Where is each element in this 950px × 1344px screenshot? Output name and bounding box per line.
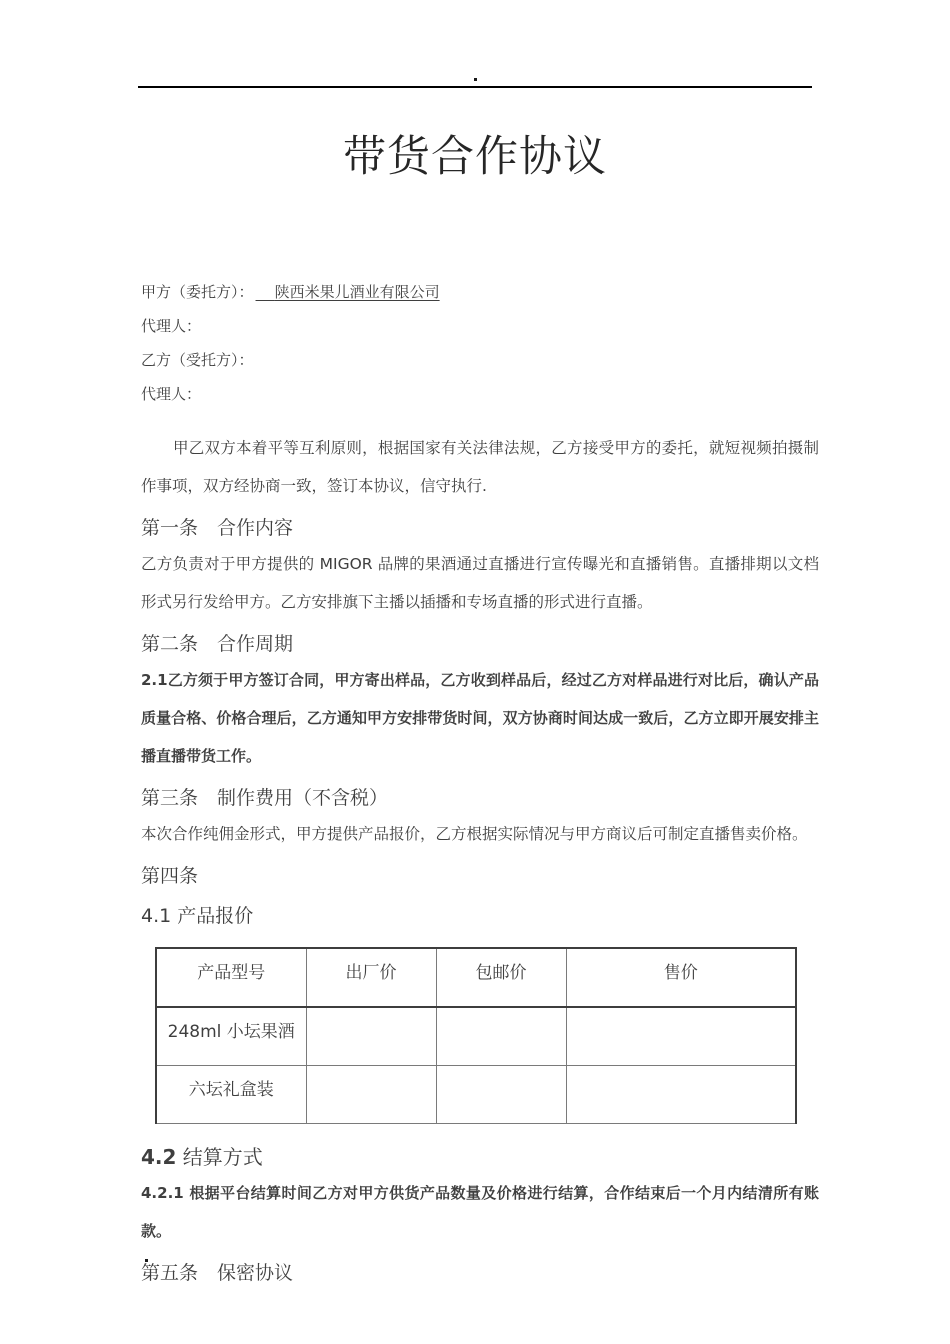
table-cell-model: 六坛礼盒装 — [156, 1066, 306, 1124]
table-cell-factory-price[interactable] — [306, 1066, 436, 1124]
subsection-heading-41 — [141, 899, 819, 933]
clause-21-text: 乙方须于甲方签订合同，甲方寄出样品，乙方收到样品后，经过乙方对样品进行对比后，确认产品质量合格、价格合理后，乙方通知甲方安排带货时间，双方协商时间达成一致后，乙方立即开展安排主播直播带货工作。 — [141, 671, 819, 765]
section-heading-5: 第五条 保密协议 — [141, 1262, 294, 1284]
table-header-retail-price: 售价 — [566, 948, 796, 1007]
subsection-number-42: 4.2 — [141, 1145, 177, 1169]
table-cell-shipping-price[interactable] — [436, 1066, 566, 1124]
table-cell-retail-price[interactable] — [566, 1066, 796, 1124]
page-title: 带货合作协议 — [343, 132, 607, 182]
table-header-model: 产品型号 — [156, 948, 306, 1007]
table-header-shipping-price: 包邮价 — [436, 948, 566, 1007]
section-2-clause-21 — [141, 661, 819, 775]
table-cell-factory-price[interactable] — [306, 1007, 436, 1066]
header-dot-mark — [474, 78, 477, 81]
table-row — [156, 1066, 796, 1124]
subsection-heading-42 — [141, 1140, 819, 1174]
preamble-paragraph: 甲乙双方本着平等互利原则，根据国家有关法律法规，乙方接受甲方的委托，就短视频拍摄制作事项，双方经协商一致，签订本协议，信守执行. — [141, 439, 819, 495]
party-line-a-agent — [141, 309, 819, 343]
table-cell-shipping-price[interactable] — [436, 1007, 566, 1066]
table-row — [156, 1007, 796, 1066]
document-body — [141, 275, 819, 1290]
party-a-company-name: 陕西米果儿酒业有限公司 — [274, 283, 440, 301]
table-cell-model: 248ml 小坛果酒 — [156, 1007, 306, 1066]
party-label-a-agent: 代理人： — [141, 317, 202, 335]
party-line-b — [141, 343, 819, 377]
section-heading-4: 第四条 — [141, 865, 199, 887]
section-3-body: 本次合作纯佣金形式，甲方提供产品报价，乙方根据实际情况与甲方商议后可制定直播售卖价格。 — [141, 825, 808, 843]
clause-number-421: 4.2.1 — [141, 1184, 184, 1202]
header-horizontal-rule — [138, 86, 812, 88]
subsection-title-41: 产品报价 — [177, 905, 254, 927]
party-value-a — [254, 283, 440, 301]
footer-dot-mark — [145, 1259, 148, 1262]
product-price-table — [155, 947, 797, 1124]
table-header-row — [156, 948, 796, 1007]
clause-421-text: 根据平台结算时间乙方对甲方供货产品数量及价格进行结算，合作结束后一个月内结清所有账款。 — [141, 1184, 819, 1240]
page-header — [0, 0, 950, 95]
clause-number-21: 2.1 — [141, 671, 168, 689]
party-label-b-agent: 代理人： — [141, 385, 202, 403]
subsection-number-41: 4.1 — [141, 905, 172, 927]
party-line-a — [141, 275, 819, 309]
clause-421 — [141, 1174, 819, 1250]
table-cell-retail-price[interactable] — [566, 1007, 796, 1066]
section-heading-1: 第一条 合作内容 — [141, 517, 294, 539]
table-header-factory-price: 出厂价 — [306, 948, 436, 1007]
party-label-a: 甲方（委托方）： — [141, 283, 254, 301]
section-heading-3: 第三条 制作费用（不含税） — [141, 787, 389, 809]
subsection-title-42: 结算方式 — [182, 1145, 263, 1169]
party-line-b-agent — [141, 377, 819, 411]
section-1-body: 乙方负责对于甲方提供的 MIGOR 品牌的果酒通过直播进行宣传曝光和直播销售。直播排期以文档形式另行发给甲方。乙方安排旗下主播以插播和专场直播的形式进行直播。 — [141, 555, 819, 611]
party-label-b: 乙方（受托方）： — [141, 351, 254, 369]
section-heading-2: 第二条 合作周期 — [141, 633, 294, 655]
